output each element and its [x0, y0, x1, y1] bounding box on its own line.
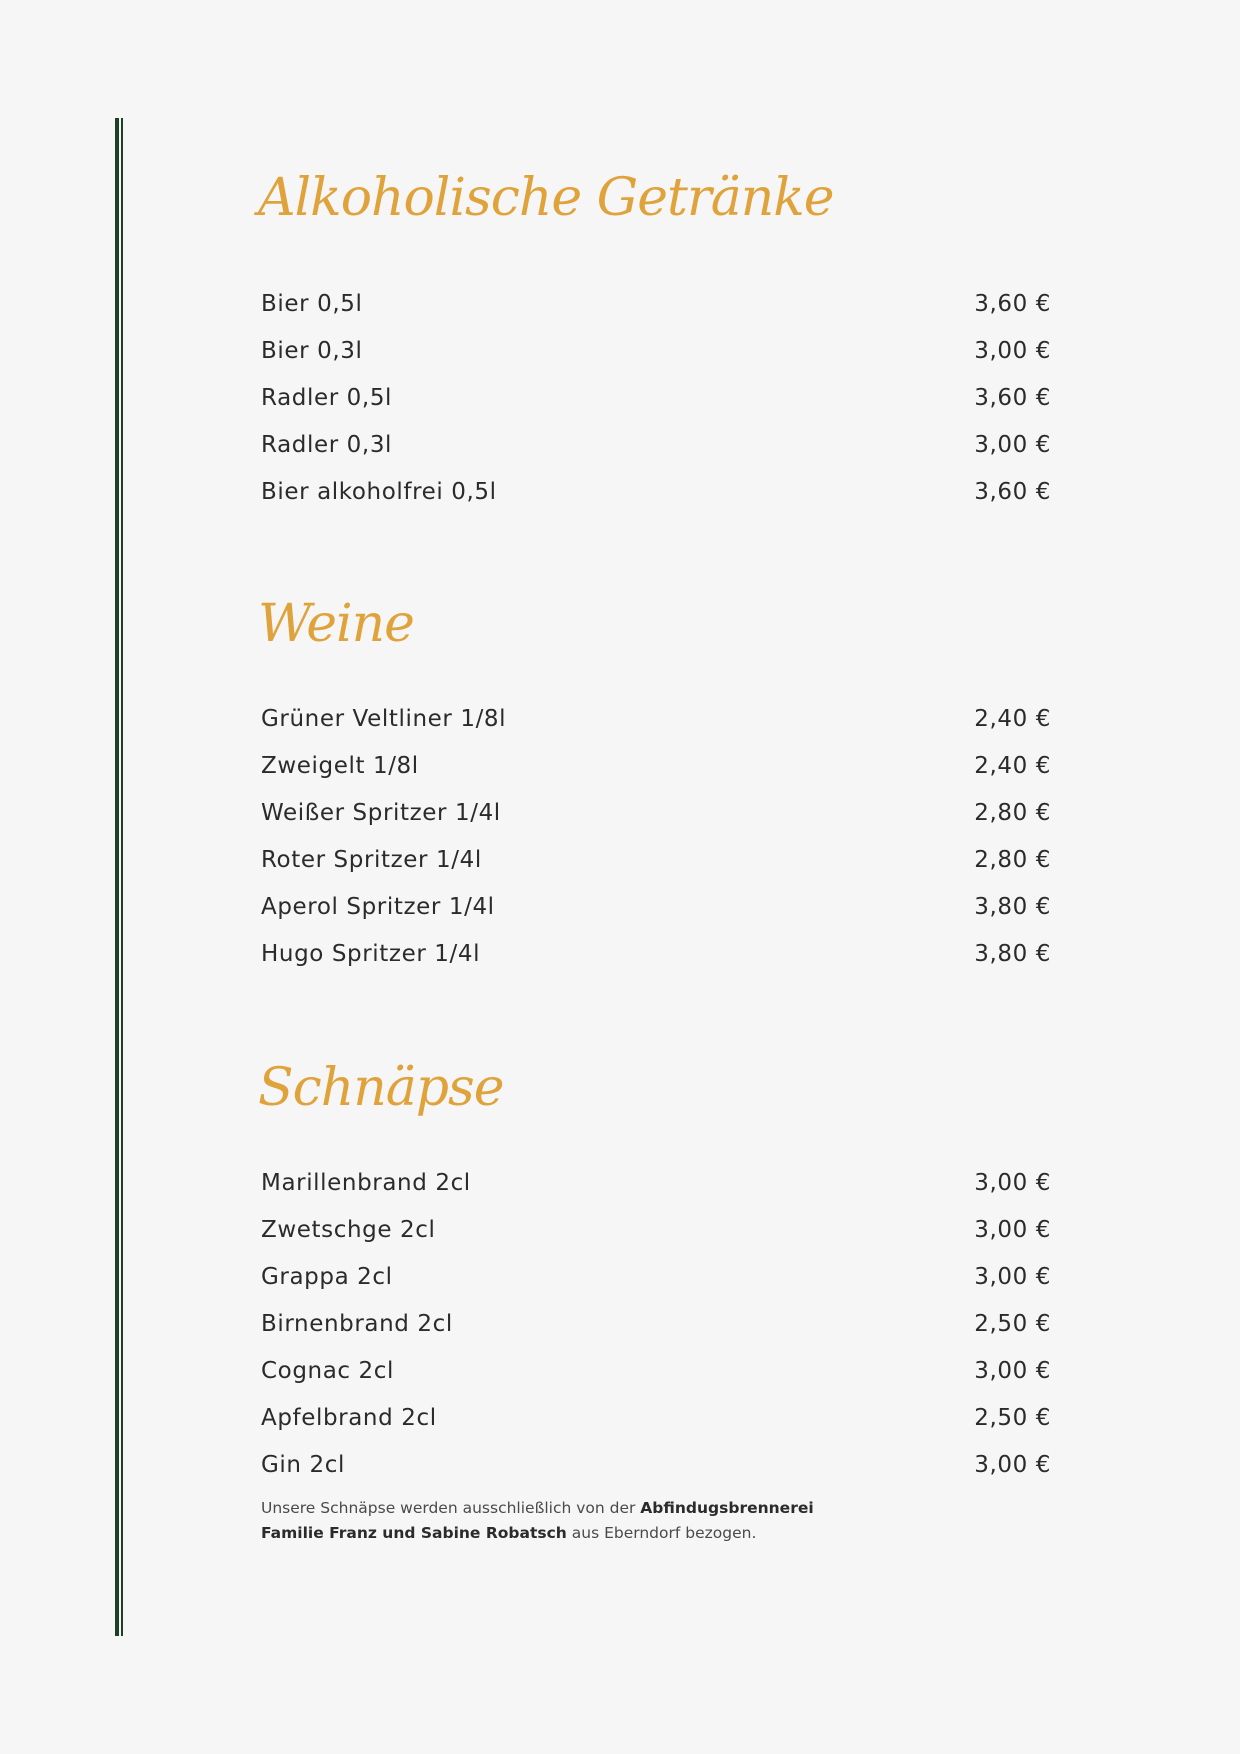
- footnote-line1-bold: Abfindugsbrennerei: [640, 1499, 814, 1517]
- menu-item: [261, 1348, 1051, 1395]
- menu-item: [261, 931, 1051, 978]
- item-price: 2,40 €: [974, 706, 1051, 732]
- menu-item: [261, 281, 1051, 328]
- menu-item: [261, 696, 1051, 743]
- item-price: 3,00 €: [974, 432, 1051, 458]
- left-rule: [115, 118, 119, 1636]
- item-price: 2,50 €: [974, 1405, 1051, 1431]
- footnote-line1-plain: Unsere Schnäpse werden ausschließlich von der: [261, 1499, 641, 1517]
- menu-item: [261, 469, 1051, 516]
- item-name: Aperol Spritzer 1/4l: [261, 894, 495, 920]
- item-name: Zwetschge 2cl: [261, 1217, 436, 1243]
- item-price: 3,00 €: [974, 1452, 1051, 1478]
- item-name: Radler 0,3l: [261, 432, 393, 458]
- item-price: 3,00 €: [974, 1358, 1051, 1384]
- footnote-line2-plain: aus Eberndorf bezogen.: [566, 1524, 757, 1542]
- item-price: 3,00 €: [974, 1170, 1051, 1196]
- menu-list-alkoholische-getraenke: [261, 281, 1051, 516]
- menu-item: [261, 1160, 1051, 1207]
- item-price: 3,00 €: [974, 338, 1051, 364]
- item-name: Radler 0,5l: [261, 385, 393, 411]
- item-price: 3,00 €: [974, 1264, 1051, 1290]
- item-name: Gin 2cl: [261, 1452, 345, 1478]
- menu-item: [261, 328, 1051, 375]
- item-name: Zweigelt 1/8l: [261, 753, 419, 779]
- menu-item: [261, 837, 1051, 884]
- item-name: Grappa 2cl: [261, 1264, 393, 1290]
- item-name: Grüner Veltliner 1/8l: [261, 706, 507, 732]
- item-name: Cognac 2cl: [261, 1358, 395, 1384]
- item-name: Birnenbrand 2cl: [261, 1311, 453, 1337]
- left-rule-inner: [121, 118, 123, 1636]
- item-price: 3,60 €: [974, 291, 1051, 317]
- item-price: 3,80 €: [974, 894, 1051, 920]
- menu-item: [261, 375, 1051, 422]
- item-name: Apfelbrand 2cl: [261, 1405, 437, 1431]
- item-price: 2,80 €: [974, 800, 1051, 826]
- menu-item: [261, 1442, 1051, 1489]
- item-name: Bier alkoholfrei 0,5l: [261, 479, 497, 505]
- footnote-line2-bold: Familie Franz und Sabine Robatsch: [261, 1524, 567, 1542]
- item-name: Weißer Spritzer 1/4l: [261, 800, 501, 826]
- menu-item: [261, 790, 1051, 837]
- menu-item: [261, 1395, 1051, 1442]
- menu-list-weine: [261, 696, 1051, 978]
- section-title-alkoholische-getraenke: Alkoholische Getränke: [258, 168, 834, 228]
- item-price: 3,00 €: [974, 1217, 1051, 1243]
- menu-item: [261, 1301, 1051, 1348]
- item-name: Bier 0,5l: [261, 291, 363, 317]
- menu-list-schnaepse: [261, 1160, 1051, 1489]
- menu-item: [261, 743, 1051, 790]
- menu-item: [261, 884, 1051, 931]
- item-name: Hugo Spritzer 1/4l: [261, 941, 481, 967]
- section-title-weine: Weine: [258, 594, 414, 654]
- item-price: 3,60 €: [974, 479, 1051, 505]
- item-price: 2,40 €: [974, 753, 1051, 779]
- menu-item: [261, 1207, 1051, 1254]
- item-price: 2,80 €: [974, 847, 1051, 873]
- menu-item: [261, 422, 1051, 469]
- item-name: Marillenbrand 2cl: [261, 1170, 471, 1196]
- item-price: 3,80 €: [974, 941, 1051, 967]
- footnote: [261, 1496, 814, 1546]
- item-name: Roter Spritzer 1/4l: [261, 847, 482, 873]
- item-price: 2,50 €: [974, 1311, 1051, 1337]
- item-price: 3,60 €: [974, 385, 1051, 411]
- menu-item: [261, 1254, 1051, 1301]
- item-name: Bier 0,3l: [261, 338, 363, 364]
- section-title-schnaepse: Schnäpse: [258, 1058, 504, 1118]
